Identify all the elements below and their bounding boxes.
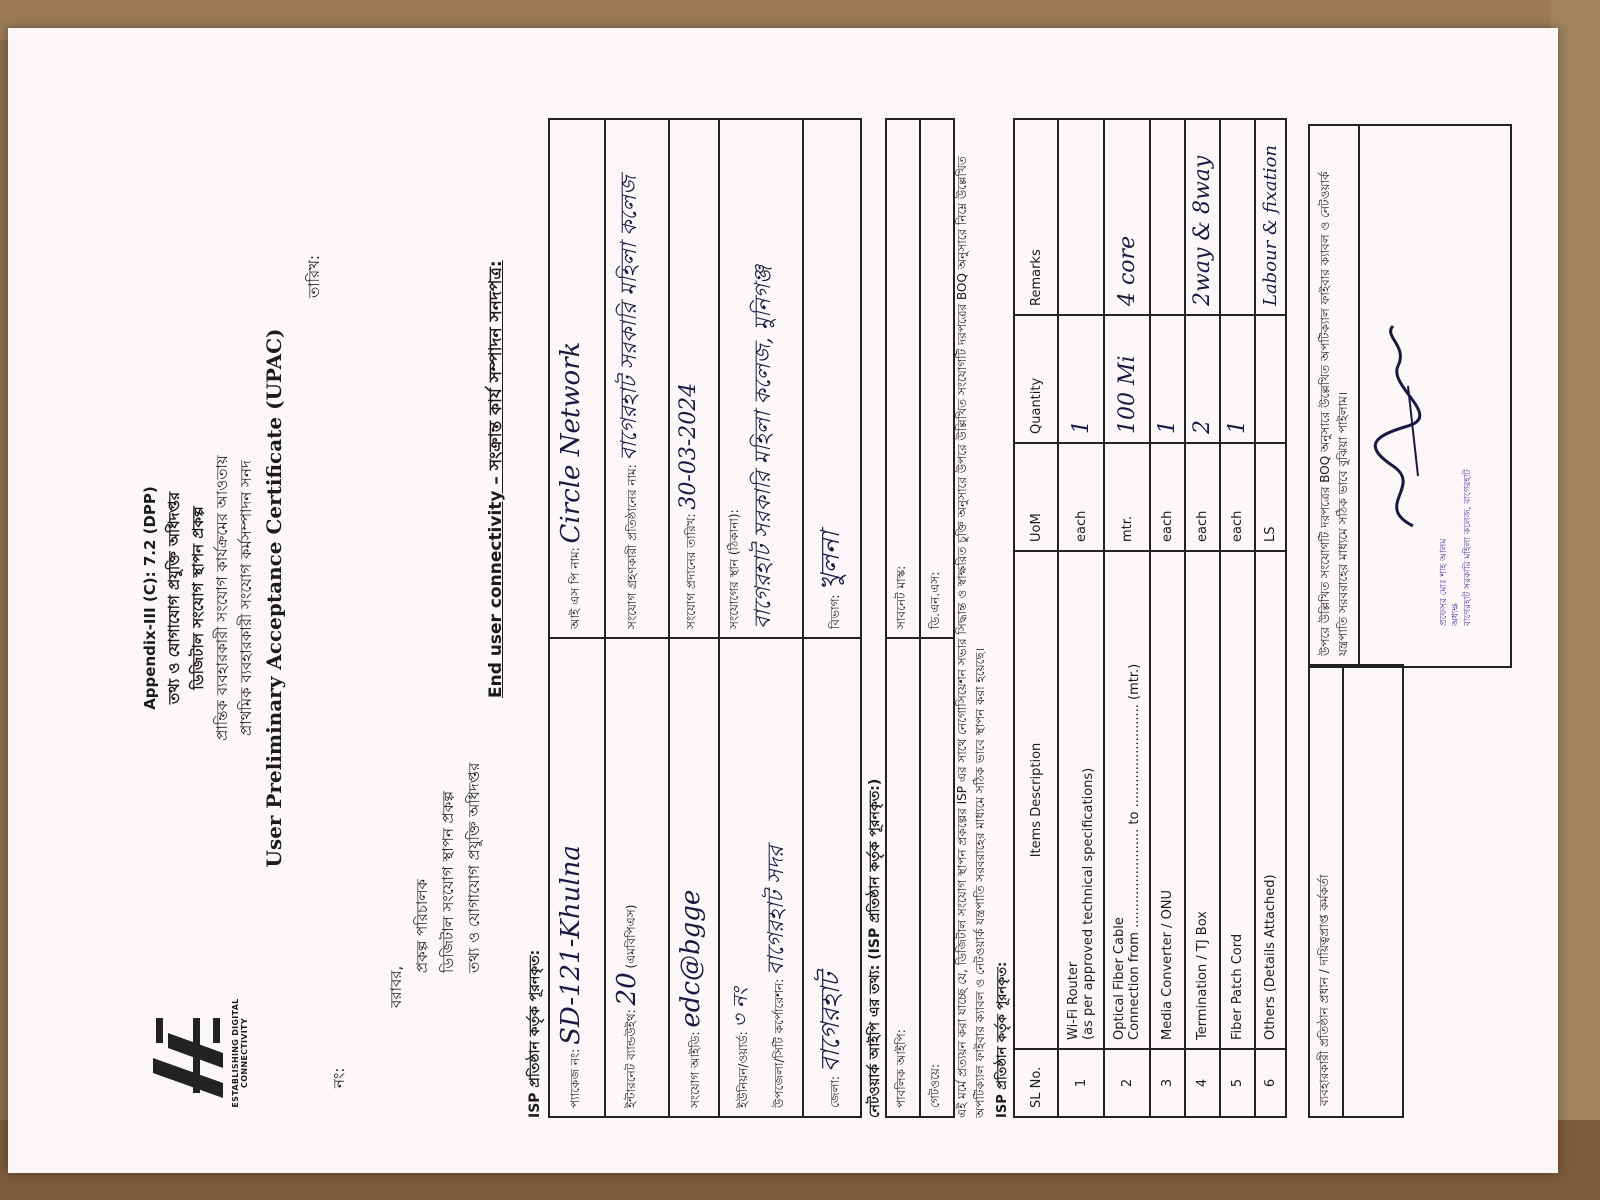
acceptance-text: উপরে উল্লিখিত সংযোগটি দরপত্রের BOQ অনুসারে উল্লেখিত অপটিক্যাল ফাইবার ক্যাবল ও নেটওয়ার্ক যন্ত্রপাতি সরবরাহের মাধ্যমে সঠিক ভাবে বুঝিয়া পাইলাম। [1310, 126, 1360, 666]
institution-cell: সংযোগ গ্রহণকারী প্রতিষ্ঠানের নাম: বাগেরহাট সরকারি মহিলা কলেজ [605, 119, 669, 638]
location-cell: সংযোগের স্থান (ঠিকানা): বাগেরহাট সরকারি মহিলা কলেজ, মুনিগঞ্জ [719, 119, 803, 638]
logo-caption: ESTABLISHING DIGITAL CONNECTIVITY [231, 998, 249, 1108]
signature-area [1360, 126, 1510, 666]
union-upazila-cell: ইউনিয়ন/ওয়ার্ড: ৩ নং উপজেলা/সিটি কর্পোরেশন: বাগেরহাট সদর [719, 638, 803, 1117]
ip-name-cell: আই এস পি নাম: Circle Network [549, 119, 605, 638]
district-value: বাগেরহাট [816, 972, 846, 1073]
user-signature-box [1308, 664, 1404, 1118]
reference-number-label: নং: [330, 1067, 348, 1088]
subnet-cell: সাবনেট মাস্ক: [886, 119, 920, 638]
certification-paragraph: এই মর্মে প্রত্যয়ন করা যাচ্ছে যে, ডিজিটাল সংযোগ স্থাপন প্রকল্পের ISP এর সাথে নেগোসিয়েশন সভার সিদ্ধান্ত ও স্বাক্ষরিত চুক্তি অনুসারে উপরে উল্লিখিত সংযোগটি দরপত্রের BOQ অনুসারে নিম্নে উল্লেখিত অপটিক্যাল ফাইবার ক্যাবল ও নেটওয়ার্ক যন্ত্রপাতি সরবরাহের মাধ্যমে সঠিক ভাবে স্থাপন করা হয়েছে। [955, 156, 987, 1118]
acceptance-box [1308, 124, 1512, 668]
date-label: তারিখ: [305, 254, 323, 298]
dns-cell: ডি.এন.এস: [920, 119, 954, 638]
edc-logo [148, 1013, 228, 1103]
subtitle: প্রাথমিক ব্যবহারকারী সংযোগ কর্মসম্পাদন সনদ [237, 460, 255, 736]
isp-fill-label: ISP প্রতিষ্ঠান কর্তৃক পূরনকৃত: [527, 949, 543, 1118]
program-line: প্রান্তিক ব্যবহারকারী সংযোগ কার্যক্রমের আওতায় [213, 455, 231, 741]
location-value: বাগেরহাট সরকারি মহিলা কলেজ, মুনিগঞ্জ [751, 265, 776, 629]
bandwidth-value: 20 [612, 972, 642, 1006]
header [138, 248, 286, 948]
connection-date-cell: সংযোগ প্রদানের তারিখ: 30-03-2024 [669, 119, 719, 638]
district-cell: জেলা: বাগেরহাট [803, 638, 861, 1117]
official-stamp: প্রফেসর মোঃ শাহ আলম অধ্যক্ষ বাগেরহাট সরকারি মহিলা কলেজ, বাগেরহাট [1439, 469, 1473, 626]
connection-id-cell: সংযোগ আইডি: edc@bgge [669, 638, 719, 1117]
document-page [23, 48, 1543, 1173]
col-uom: UoM [1014, 443, 1058, 551]
section-heading: End user connectivity – সংক্রান্ত কার্য সম্পাদন সনদপত্র: [486, 260, 506, 698]
recipient-line-3: তথ্য ও যোগাযোগ প্রযুক্তি অধিদপ্তর [465, 762, 483, 973]
signature-scribble [1368, 316, 1428, 536]
recipient-line-1: প্রকল্প পরিচালক [413, 878, 431, 973]
col-remarks: Remarks [1014, 119, 1058, 315]
network-info-table [885, 118, 955, 1118]
table-row: 4 Termination / TJ Box each 2 2way & 8way [1185, 119, 1220, 1117]
recipient-line-2: ডিজিটাল সংযোগ স্থাপন প্রকল্প [439, 790, 457, 973]
user-box-label: ব্যবহারকারী প্রতিষ্ঠান প্রধান / দায়িত্বপ্রাপ্ত কর্মকর্তা [1310, 666, 1344, 1116]
table-row: 2 Optical Fiber Cable Connection from ........................ to ......................... (mtr.) mtr. 100 Mi 4 core [1104, 119, 1150, 1117]
department-name: তথ্য ও যোগাযোগ প্রযুক্তি অধিদপ্তর [165, 491, 183, 705]
network-info-label: নেটওয়ার্ক আইপি এর তথ্য: (ISP প্রতিষ্ঠান কর্তৃক পূরনকৃত:) [867, 778, 883, 1118]
col-quantity: Quantity [1014, 315, 1058, 443]
project-name: ডিজিটাল সংযোগ স্থাপন প্রকল্প [189, 506, 207, 690]
connection-date-value: 30-03-2024 [676, 382, 701, 510]
items-fill-label: ISP প্রতিষ্ঠান কর্তৃক পূরনকৃত: [995, 961, 1010, 1118]
union-value: ৩ নং [728, 987, 752, 1028]
col-sl: SL No. [1014, 1049, 1058, 1117]
appendix-label: Appendix-III (C): 7.2 (DPP) [141, 486, 159, 710]
division-cell: বিভাগ: খুলনা [803, 119, 861, 638]
table-row: 5 Fiber Patch Cord each 1 [1220, 119, 1255, 1117]
package-value: SD-121-Khulna [556, 845, 586, 1045]
table-row: 3 Media Converter / ONU each 1 [1150, 119, 1185, 1117]
ip-name-value: Circle Network [556, 341, 586, 544]
package-cell: প্যাকেজ নং: SD-121-Khulna [549, 638, 605, 1117]
isp-form-table [548, 118, 862, 1118]
recipient-block [383, 763, 487, 1008]
connection-id-value: edc@bgge [676, 889, 706, 1028]
document-sheet [8, 28, 1558, 1173]
public-ip-cell: পাবলিক আইপি: [886, 638, 920, 1117]
table-row: 1 Wi-Fi Router (as per approved technical specifications) each 1 [1058, 119, 1104, 1117]
gateway-cell: গেটওয়ে: [920, 638, 954, 1117]
institution-value: বাগেরহাট সরকারি মহিলা কলেজ [617, 175, 642, 461]
page-title: User Preliminary Acceptance Certificate (UPAC) [262, 328, 286, 868]
division-value: খুলনা [816, 531, 846, 591]
salutation: বরাবর, [387, 965, 405, 1008]
upazila-value: বাগেরহাট সদর [764, 845, 789, 975]
items-table [1013, 118, 1287, 1118]
table-row: 6 Others (Details Attached) LS Labour & fixation [1255, 119, 1286, 1117]
bandwidth-cell: ইন্টারনেট ব্যান্ডউইথ: 20 (এমবিপিএস) [605, 638, 669, 1117]
col-description: Items Description [1014, 551, 1058, 1049]
